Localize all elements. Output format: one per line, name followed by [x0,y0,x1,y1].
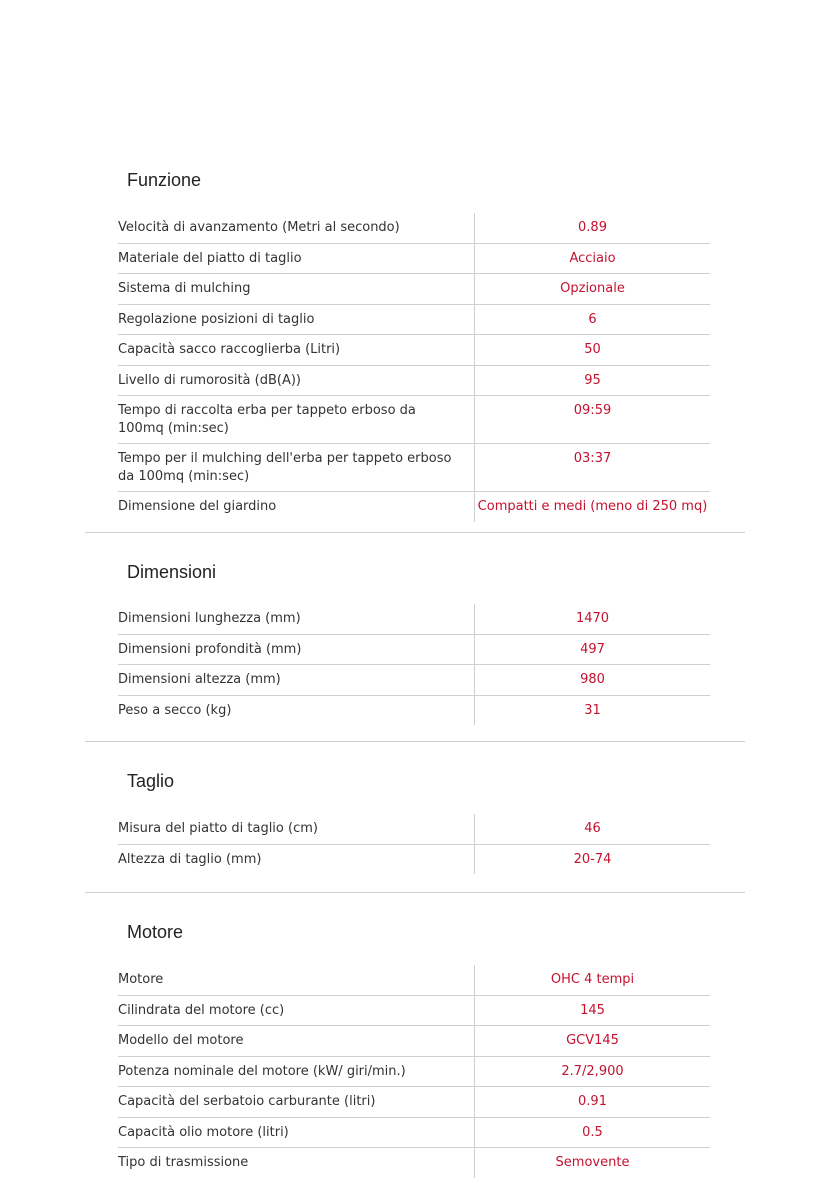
table-row [118,1118,710,1149]
spec-label: Motore [118,965,475,995]
spec-value: 6 [588,311,597,327]
spec-value: 980 [580,672,605,687]
section-title: Taglio [127,771,175,791]
section-divider [85,892,745,893]
spec-value: Opzionale [560,281,625,296]
spec-value: 03:37 [573,451,612,466]
section-title: Motore [127,922,184,942]
spec-label: Misura del piatto di taglio (cm) [118,814,475,844]
table-row [118,665,710,696]
spec-value: 31 [584,702,601,718]
table-row [118,213,710,244]
spec-value: 0.91 [578,1094,607,1109]
section-title: Dimensioni [127,562,217,582]
spec-value: 0.89 [578,220,607,235]
table-row [118,696,710,726]
table-row [118,492,710,522]
table-row [118,1057,710,1088]
table-row [118,305,710,336]
table-row [118,996,710,1027]
spec-value: OHC 4 tempi [550,972,635,987]
spec-label: Peso a secco (kg) [118,696,475,726]
table-row [118,1087,710,1118]
table-row [118,396,710,444]
section-divider [85,532,745,533]
spec-label: Materiale del piatto di taglio [118,244,475,274]
spec-value: 09:59 [573,403,612,418]
table-row [118,1148,710,1178]
spec-value: 46 [584,821,601,836]
spec-value: Compatti e medi (meno di 250 mq) [477,499,708,514]
table-row [118,965,710,996]
spec-value: GCV145 [566,1033,619,1048]
spec-label: Livello di rumorosità (dB(A)) [118,366,475,396]
table-row [118,444,710,492]
spec-value: 497 [580,641,605,657]
section-title: Funzione [127,170,202,190]
table-row [118,845,710,875]
table-row [118,814,710,845]
table-row [118,604,710,635]
table-row [118,244,710,275]
table-row [118,635,710,666]
spec-label: Regolazione posizioni di taglio [118,305,475,335]
spec-label: Tipo di trasmissione [118,1148,475,1178]
spec-label: Dimensione del giardino [118,492,475,522]
table-row [118,366,710,397]
spec-table-motore [118,965,710,1178]
spec-label: Tempo per il mulching dell'erba per tappeto erboso da 100mq (min:sec) [118,444,475,491]
spec-label: Cilindrata del motore (cc) [118,996,475,1026]
table-row [118,1026,710,1057]
spec-label: Altezza di taglio (mm) [118,845,475,875]
spec-table-taglio [118,814,710,874]
spec-label: Sistema di mulching [118,274,475,304]
spec-value: 145 [580,1002,605,1018]
spec-label: Velocità di avanzamento (Metri al secondo) [118,213,475,243]
spec-value: Semovente [555,1155,630,1170]
spec-label: Dimensioni profondità (mm) [118,635,475,665]
spec-label: Tempo di raccolta erba per tappeto erboso da 100mq (min:sec) [118,396,475,443]
spec-table-dimensioni [118,604,710,725]
section-divider [85,741,745,742]
table-row [118,335,710,366]
table-row [118,274,710,305]
spec-value: 2.7/2,900 [561,1063,624,1079]
spec-label: Modello del motore [118,1026,475,1056]
spec-value: 1470 [575,611,610,626]
spec-value: 50 [584,342,601,357]
spec-value: 20-74 [573,851,612,867]
spec-value: 0.5 [582,1124,603,1140]
spec-table-funzione [118,213,710,522]
spec-label: Capacità del serbatoio carburante (litri) [118,1087,475,1117]
spec-label: Potenza nominale del motore (kW/ giri/min.) [118,1057,475,1087]
spec-label: Capacità olio motore (litri) [118,1118,475,1148]
spec-label: Dimensioni altezza (mm) [118,665,475,695]
spec-value: 95 [584,372,601,388]
spec-label: Capacità sacco raccoglierba (Litri) [118,335,475,365]
spec-label: Dimensioni lunghezza (mm) [118,604,475,634]
spec-value: Acciaio [569,250,616,266]
